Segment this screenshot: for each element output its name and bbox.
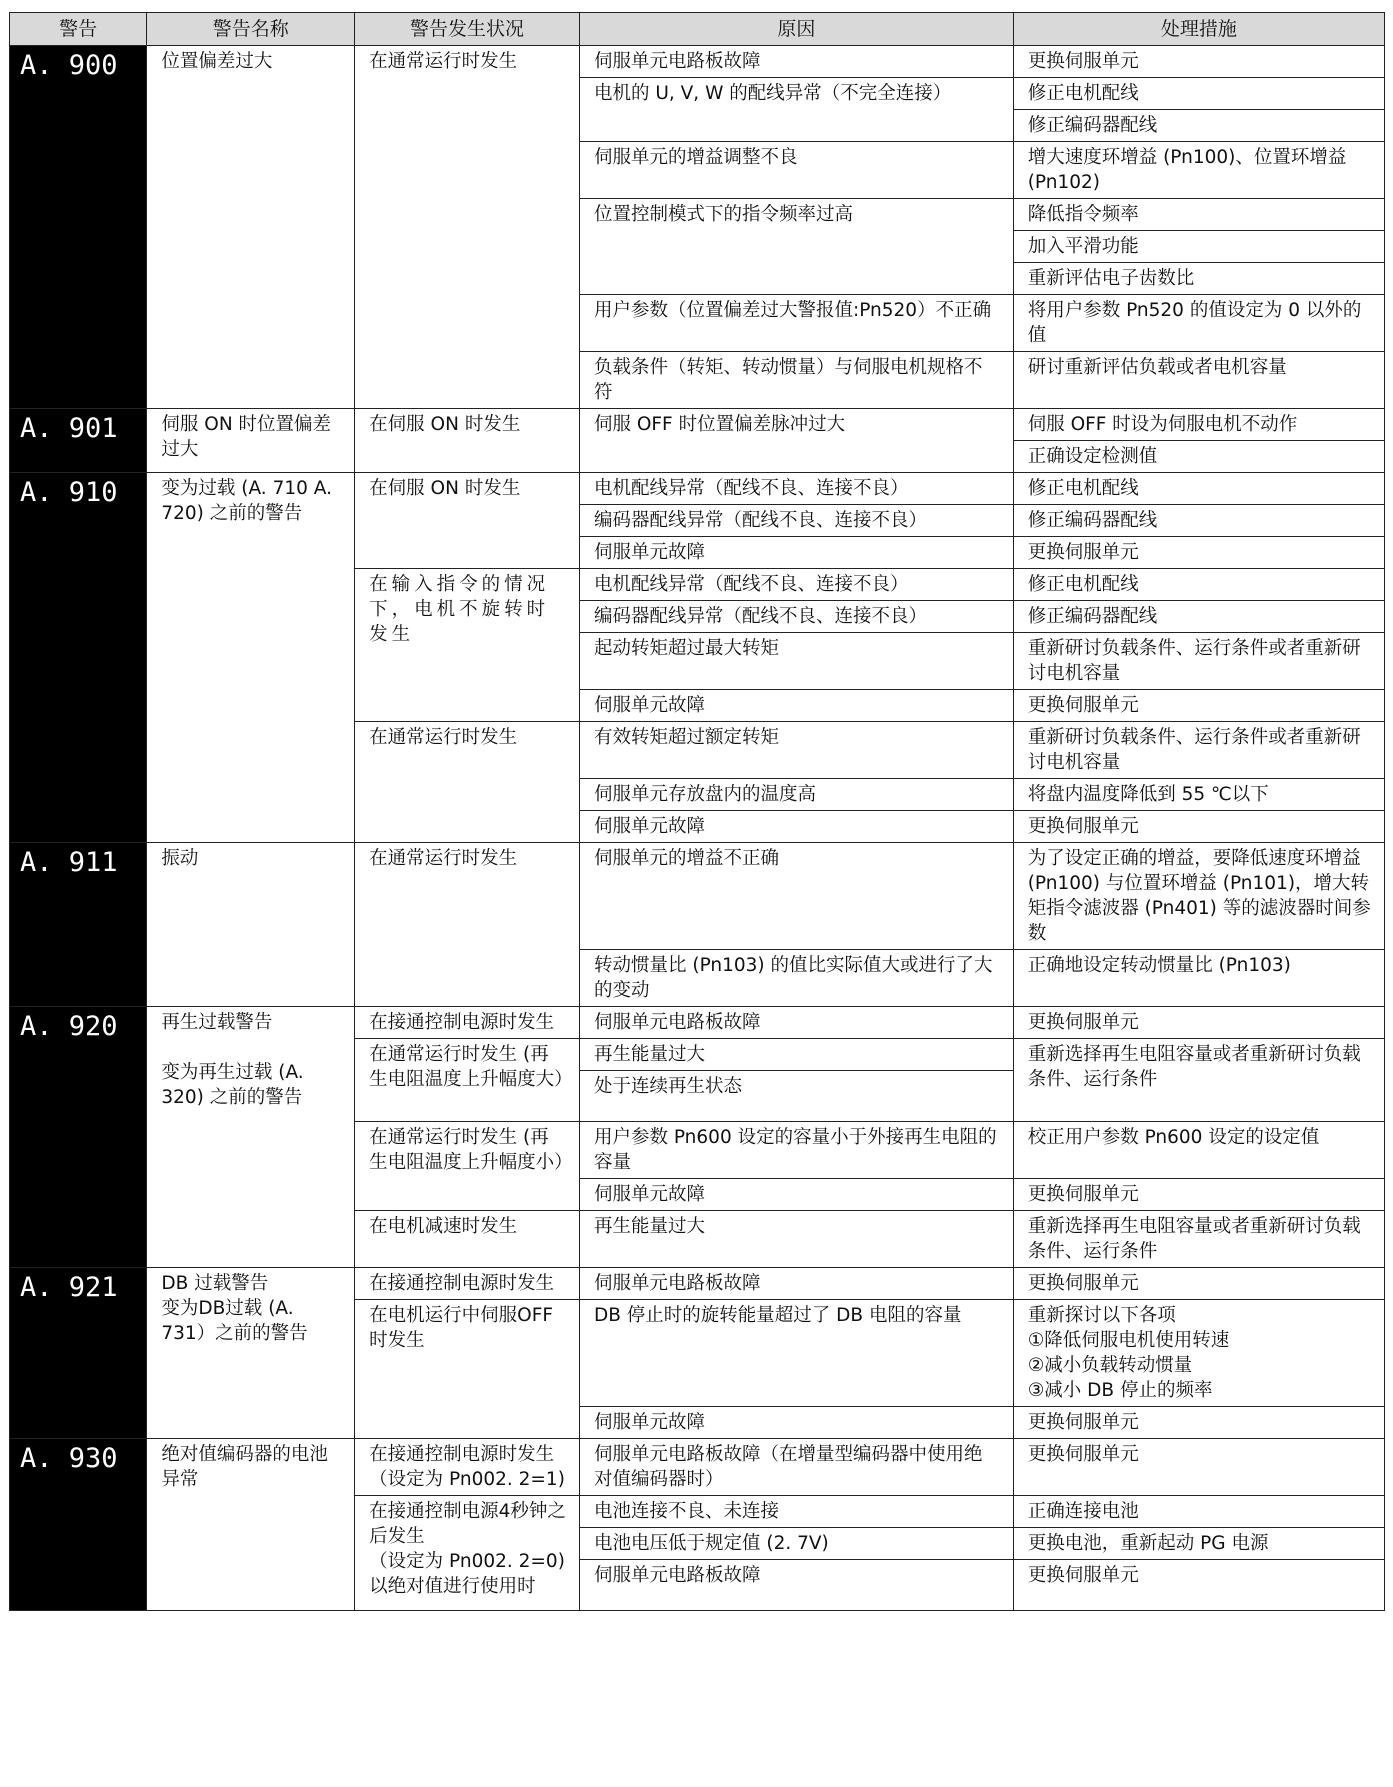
alarm-cause: 编码器配线异常（配线不良、连接不良） [579,601,1013,633]
alarm-name: 位置偏差过大 [147,46,355,409]
action-line: 重新探讨以下各项 [1027,1305,1176,1326]
alarm-action: 重新研讨负载条件、运行条件或者重新研讨电机容量 [1013,633,1384,690]
alarm-situation: 在伺服 ON 时发生 [355,473,580,569]
alarm-code: A. 930 [10,1439,147,1611]
alarm-action: 更换伺服单元 [1013,46,1384,78]
alarm-action: 修正电机配线 [1013,569,1384,601]
table-row [10,46,1385,78]
alarm-cause: 伺服单元的增益调整不良 [579,142,1013,199]
alarm-cause: 用户参数（位置偏差过大警报值:Pn520）不正确 [579,295,1013,352]
alarm-situation: 在通常运行时发生 [355,46,580,409]
alarm-action: 修正编码器配线 [1013,601,1384,633]
header-cell: 警告名称 [147,13,355,46]
alarm-situation: 在通常运行时发生 (再生电阻温度上升幅度小） [355,1122,580,1211]
alarm-table [9,12,1385,1611]
alarm-name: 振动 [147,843,355,1007]
alarm-cause: 电机配线异常（配线不良、连接不良） [579,569,1013,601]
header-cell: 警告发生状况 [355,13,580,46]
situation-line: （设定为 Pn002. 2=1) [369,1469,565,1490]
alarm-action: 伺服 OFF 时设为伺服电机不动作 [1013,409,1384,441]
alarm-cause: 负载条件（转矩、转动惯量）与伺服电机规格不符 [579,352,1013,409]
alarm-action: 正确地设定转动惯量比 (Pn103) [1013,950,1384,1007]
alarm-cause: 电池电压低于规定值 (2. 7V) [579,1528,1013,1560]
alarm-situation: 在伺服 ON 时发生 [355,409,580,473]
alarm-name [147,1007,355,1268]
alarm-code: A. 911 [10,843,147,1007]
alarm-code: A. 900 [10,46,147,409]
alarm-action: 将盘内温度降低到 55 ℃以下 [1013,779,1384,811]
alarm-cause: DB 停止时的旋转能量超过了 DB 电阻的容量 [579,1300,1013,1407]
alarm-cause: 伺服单元故障 [579,811,1013,843]
alarm-situation: 在通常运行时发生 [355,722,580,843]
alarm-action: 重新选择再生电阻容量或者重新研讨负载条件、运行条件 [1013,1039,1384,1122]
alarm-action: 修正编码器配线 [1013,505,1384,537]
table-row [10,843,1385,950]
alarm-action: 更换伺服单元 [1013,690,1384,722]
alarm-action: 更换伺服单元 [1013,1407,1384,1439]
alarm-cause: 电池连接不良、未连接 [579,1496,1013,1528]
situation-line: 在接通控制电源时发生 [369,1444,555,1465]
table-row [10,1007,1385,1039]
situation-line: 以绝对值进行使用时 [369,1576,536,1597]
alarm-situation: 在通常运行时发生 [355,843,580,1007]
alarm-action: 更换伺服单元 [1013,1560,1384,1611]
alarm-situation: 在电机运行中伺服OFF时发生 [355,1300,580,1439]
alarm-cause: 转动惯量比 (Pn103) 的值比实际值大或进行了大的变动 [579,950,1013,1007]
alarm-action: 更换伺服单元 [1013,1007,1384,1039]
alarm-action: 更换伺服单元 [1013,811,1384,843]
alarm-cause: 伺服单元故障 [579,1407,1013,1439]
alarm-name-line: 再生过载警告 [161,1012,273,1033]
alarm-action: 为了设定正确的增益，要降低速度环增益 (Pn100) 与位置环增益 (Pn101)，增大转矩指令滤波器 (Pn401) 等的滤波器时间参数 [1013,843,1384,950]
alarm-situation: 在接通控制电源时发生 [355,1007,580,1039]
alarm-cause: 伺服 OFF 时位置偏差脉冲过大 [579,409,1013,473]
alarm-cause: 伺服单元故障 [579,690,1013,722]
alarm-action: 将用户参数 Pn520 的值设定为 0 以外的值 [1013,295,1384,352]
alarm-table-page [9,12,1385,1611]
table-row [10,1268,1385,1300]
alarm-action: 修正电机配线 [1013,473,1384,505]
alarm-action: 修正电机配线 [1013,78,1384,110]
table-row [10,409,1385,441]
table-row [10,473,1385,505]
alarm-cause: 起动转矩超过最大转矩 [579,633,1013,690]
alarm-cause: 编码器配线异常（配线不良、连接不良） [579,505,1013,537]
alarm-name [147,1268,355,1439]
header-cell: 原因 [579,13,1013,46]
alarm-action: 研讨重新评估负载或者电机容量 [1013,352,1384,409]
alarm-cause: 处于连续再生状态 [579,1071,1013,1122]
alarm-name-note: 变为再生过载 (A. 320) 之前的警告 [161,1062,304,1108]
alarm-situation [355,1496,580,1611]
alarm-cause: 伺服单元故障 [579,1179,1013,1211]
alarm-action: 更换伺服单元 [1013,1179,1384,1211]
situation-line: （设定为 Pn002. 2=0) [369,1551,565,1572]
alarm-code: A. 921 [10,1268,147,1439]
alarm-action: 正确连接电池 [1013,1496,1384,1528]
alarm-action: 重新评估电子齿数比 [1013,263,1384,295]
alarm-action: 更换电池，重新起动 PG 电源 [1013,1528,1384,1560]
header-cell: 处理措施 [1013,13,1384,46]
alarm-action: 加入平滑功能 [1013,231,1384,263]
alarm-action: 更换伺服单元 [1013,1439,1384,1496]
alarm-action: 增大速度环增益 (Pn100)、位置环增益 (Pn102) [1013,142,1384,199]
alarm-action: 重新研讨负载条件、运行条件或者重新研讨电机容量 [1013,722,1384,779]
alarm-name-line: DB 过载警告 [161,1273,269,1294]
alarm-action: 校正用户参数 Pn600 设定的设定值 [1013,1122,1384,1179]
alarm-cause: 电机配线异常（配线不良、连接不良） [579,473,1013,505]
alarm-cause: 伺服单元电路板故障 [579,46,1013,78]
alarm-action: 更换伺服单元 [1013,1268,1384,1300]
header-row [10,13,1385,46]
alarm-action [1013,1300,1384,1407]
alarm-action: 重新选择再生电阻容量或者重新研讨负载条件、运行条件 [1013,1211,1384,1268]
alarm-action: 降低指令频率 [1013,199,1384,231]
header-cell: 警告 [10,13,147,46]
alarm-code: A. 920 [10,1007,147,1268]
alarm-action: 修正编码器配线 [1013,110,1384,142]
situation-line: 在接通控制电源4秒钟之后发生 [369,1501,566,1547]
alarm-cause: 伺服单元电路板故障（在增量型编码器中使用绝对值编码器时） [579,1439,1013,1496]
alarm-cause: 再生能量过大 [579,1211,1013,1268]
table-row [10,1439,1385,1496]
alarm-name: 变为过载 (A. 710 A. 720) 之前的警告 [147,473,355,843]
alarm-name: 伺服 ON 时位置偏差过大 [147,409,355,473]
alarm-situation: 在电机减速时发生 [355,1211,580,1268]
alarm-code: A. 901 [10,409,147,473]
alarm-situation: 在通常运行时发生 (再生电阻温度上升幅度大） [355,1039,580,1122]
alarm-situation: 在接通控制电源时发生 [355,1268,580,1300]
action-line: ①降低伺服电机使用转速 [1027,1330,1230,1351]
alarm-situation: 在输入指令的情况下，电机不旋转时发生 [355,569,580,722]
alarm-name: 绝对值编码器的电池异常 [147,1439,355,1611]
alarm-code: A. 910 [10,473,147,843]
alarm-cause: 再生能量过大 [579,1039,1013,1071]
alarm-cause: 伺服单元的增益不正确 [579,843,1013,950]
alarm-action: 更换伺服单元 [1013,537,1384,569]
alarm-cause: 伺服单元电路板故障 [579,1560,1013,1611]
alarm-cause: 伺服单元故障 [579,537,1013,569]
alarm-cause: 伺服单元存放盘内的温度高 [579,779,1013,811]
alarm-cause: 电机的 U, V, W 的配线异常（不完全连接） [579,78,1013,142]
alarm-cause: 伺服单元电路板故障 [579,1268,1013,1300]
alarm-cause: 有效转矩超过额定转矩 [579,722,1013,779]
alarm-situation [355,1439,580,1496]
alarm-name-note: 变为DB过载 (A. 731）之前的警告 [161,1298,308,1344]
alarm-action: 正确设定检测值 [1013,441,1384,473]
alarm-cause: 伺服单元电路板故障 [579,1007,1013,1039]
action-line: ③减小 DB 停止的频率 [1027,1380,1213,1401]
alarm-cause: 用户参数 Pn600 设定的容量小于外接再生电阻的容量 [579,1122,1013,1179]
action-line: ②减小负载转动惯量 [1027,1355,1193,1376]
alarm-cause: 位置控制模式下的指令频率过高 [579,199,1013,295]
